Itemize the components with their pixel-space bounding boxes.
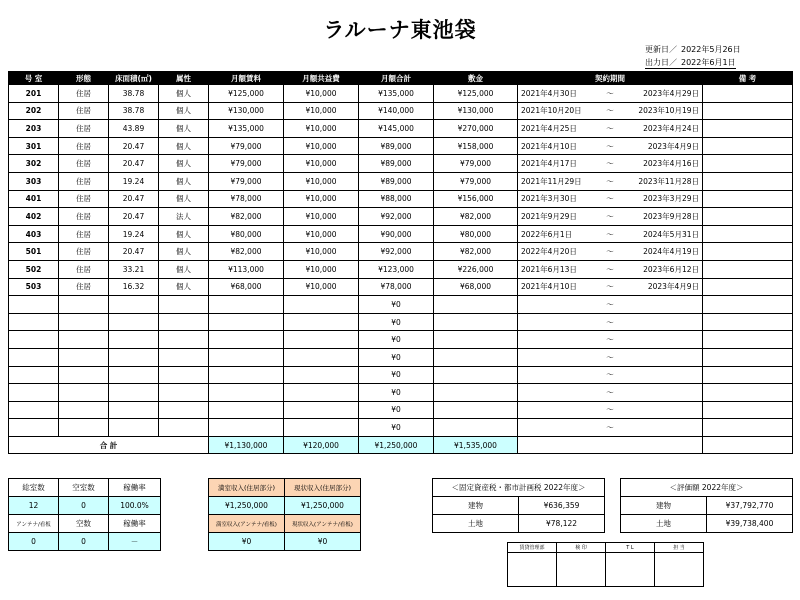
monthly-total: ¥88,000 bbox=[359, 190, 434, 208]
deposit: ¥82,000 bbox=[434, 208, 518, 226]
monthly-total: ¥90,000 bbox=[359, 225, 434, 243]
deposit bbox=[434, 366, 518, 384]
total-deposit: ¥1,535,000 bbox=[434, 436, 518, 454]
room-number: 202 bbox=[9, 102, 59, 120]
monthly-common-fee: ¥10,000 bbox=[284, 243, 359, 261]
contract-period: 2022年4月20日 ～ 2024年4月19日 bbox=[518, 243, 703, 261]
room-type bbox=[59, 313, 109, 331]
notes bbox=[703, 120, 793, 138]
antenna-value: 0 bbox=[9, 533, 59, 551]
monthly-total: ¥0 bbox=[359, 366, 434, 384]
monthly-common-fee: ¥10,000 bbox=[284, 260, 359, 278]
contract-period: 2021年4月30日 ～ 2023年4月29日 bbox=[518, 85, 703, 103]
monthly-common-fee bbox=[284, 366, 359, 384]
room-number bbox=[9, 331, 59, 349]
room-number: 303 bbox=[9, 172, 59, 190]
valuation-land-label: 土地 bbox=[621, 515, 707, 533]
occupancy-rate-label: 稼働率 bbox=[109, 479, 161, 497]
room-number: 401 bbox=[9, 190, 59, 208]
income-table bbox=[208, 478, 361, 551]
monthly-rent: ¥135,000 bbox=[209, 120, 284, 138]
deposit: ¥79,000 bbox=[434, 155, 518, 173]
stamp-box-management bbox=[508, 553, 557, 587]
stamp-label-staff: 担 当 bbox=[655, 543, 704, 553]
room-type bbox=[59, 366, 109, 384]
deposit bbox=[434, 384, 518, 402]
valuation-building-label: 建物 bbox=[621, 497, 707, 515]
monthly-rent: ¥82,000 bbox=[209, 208, 284, 226]
floor-area bbox=[109, 419, 159, 437]
col-contract: 契約期間 bbox=[518, 72, 703, 85]
tenant-attribute: 個人 bbox=[159, 155, 209, 173]
table-row bbox=[9, 190, 793, 208]
deposit bbox=[434, 313, 518, 331]
monthly-common-fee bbox=[284, 348, 359, 366]
monthly-rent bbox=[209, 296, 284, 314]
monthly-total: ¥89,000 bbox=[359, 155, 434, 173]
contract-period: 2021年4月10日 ～ 2023年4月9日 bbox=[518, 137, 703, 155]
monthly-total: ¥0 bbox=[359, 313, 434, 331]
tenant-attribute: 個人 bbox=[159, 85, 209, 103]
current-income-residential-value: ¥1,250,000 bbox=[285, 497, 361, 515]
tax-land-label: 土地 bbox=[433, 515, 519, 533]
tenant-attribute: 個人 bbox=[159, 243, 209, 261]
total-monthly: ¥1,250,000 bbox=[359, 436, 434, 454]
tenant-attribute bbox=[159, 331, 209, 349]
antenna-rate-value: － bbox=[109, 533, 161, 551]
tenant-attribute: 個人 bbox=[159, 102, 209, 120]
valuation-building-value: ¥37,792,770 bbox=[707, 497, 793, 515]
tax-building-value: ¥636,359 bbox=[519, 497, 605, 515]
room-number bbox=[9, 313, 59, 331]
monthly-common-fee: ¥10,000 bbox=[284, 85, 359, 103]
output-date: 出力日／ 2022年6月1日 bbox=[645, 58, 736, 67]
monthly-rent bbox=[209, 401, 284, 419]
valuation-title: ＜評価額 2022年度＞ bbox=[621, 479, 793, 497]
room-type: 住居 bbox=[59, 155, 109, 173]
stamp-label-inspection: 検 印 bbox=[557, 543, 606, 553]
col-common: 月額共益費 bbox=[284, 72, 359, 85]
room-number: 503 bbox=[9, 278, 59, 296]
monthly-common-fee bbox=[284, 419, 359, 437]
room-type bbox=[59, 384, 109, 402]
total-rooms-value: 12 bbox=[9, 497, 59, 515]
table-row bbox=[9, 278, 793, 296]
floor-area bbox=[109, 313, 159, 331]
notes bbox=[703, 102, 793, 120]
rent-roll-table bbox=[8, 71, 793, 454]
monthly-total: ¥0 bbox=[359, 331, 434, 349]
room-type bbox=[59, 296, 109, 314]
contract-period: 2021年11月29日 ～ 2023年11月28日 bbox=[518, 172, 703, 190]
room-number: 302 bbox=[9, 155, 59, 173]
floor-area: 20.47 bbox=[109, 208, 159, 226]
vacant-rooms-label: 空室数 bbox=[59, 479, 109, 497]
deposit: ¥270,000 bbox=[434, 120, 518, 138]
notes bbox=[703, 208, 793, 226]
notes bbox=[703, 137, 793, 155]
deposit: ¥68,000 bbox=[434, 278, 518, 296]
deposit bbox=[434, 419, 518, 437]
col-type: 形態 bbox=[59, 72, 109, 85]
tax-land-value: ¥78,122 bbox=[519, 515, 605, 533]
monthly-common-fee bbox=[284, 331, 359, 349]
table-row bbox=[9, 225, 793, 243]
notes bbox=[703, 172, 793, 190]
floor-area: 33.21 bbox=[109, 260, 159, 278]
col-deposit: 敷金 bbox=[434, 72, 518, 85]
monthly-rent: ¥78,000 bbox=[209, 190, 284, 208]
floor-area bbox=[109, 366, 159, 384]
antenna-vacant-label: 空数 bbox=[59, 515, 109, 533]
monthly-rent: ¥68,000 bbox=[209, 278, 284, 296]
table-row bbox=[9, 296, 793, 314]
monthly-rent: ¥79,000 bbox=[209, 137, 284, 155]
monthly-rent: ¥130,000 bbox=[209, 102, 284, 120]
monthly-rent: ¥82,000 bbox=[209, 243, 284, 261]
contract-period: ～ bbox=[518, 384, 703, 402]
floor-area bbox=[109, 384, 159, 402]
room-type: 住居 bbox=[59, 278, 109, 296]
room-number: 203 bbox=[9, 120, 59, 138]
table-row bbox=[9, 313, 793, 331]
room-type: 住居 bbox=[59, 190, 109, 208]
monthly-total: ¥0 bbox=[359, 401, 434, 419]
tenant-attribute bbox=[159, 419, 209, 437]
room-type bbox=[59, 348, 109, 366]
col-attr: 属性 bbox=[159, 72, 209, 85]
monthly-total: ¥0 bbox=[359, 419, 434, 437]
valuation-land-value: ¥39,738,400 bbox=[707, 515, 793, 533]
contract-period: 2022年6月1日 ～ 2024年5月31日 bbox=[518, 225, 703, 243]
monthly-total: ¥0 bbox=[359, 296, 434, 314]
deposit: ¥82,000 bbox=[434, 243, 518, 261]
floor-area: 19.24 bbox=[109, 225, 159, 243]
room-type: 住居 bbox=[59, 120, 109, 138]
notes bbox=[703, 155, 793, 173]
room-number: 301 bbox=[9, 137, 59, 155]
notes bbox=[703, 419, 793, 437]
table-row bbox=[9, 419, 793, 437]
occupancy-table bbox=[8, 478, 161, 551]
tenant-attribute: 個人 bbox=[159, 225, 209, 243]
antenna-label: アンテナ/看板 bbox=[9, 515, 59, 533]
tenant-attribute bbox=[159, 401, 209, 419]
room-number bbox=[9, 296, 59, 314]
antenna-vacant-value: 0 bbox=[59, 533, 109, 551]
table-row bbox=[9, 366, 793, 384]
tenant-attribute: 個人 bbox=[159, 260, 209, 278]
table-row bbox=[9, 155, 793, 173]
notes bbox=[703, 278, 793, 296]
full-income-antenna-label: 満室収入(アンテナ/看板) bbox=[209, 515, 285, 533]
floor-area bbox=[109, 331, 159, 349]
monthly-common-fee: ¥10,000 bbox=[284, 208, 359, 226]
room-type: 住居 bbox=[59, 137, 109, 155]
col-notes: 備 考 bbox=[703, 72, 793, 85]
notes bbox=[703, 85, 793, 103]
deposit: ¥80,000 bbox=[434, 225, 518, 243]
deposit: ¥158,000 bbox=[434, 137, 518, 155]
contract-period: 2021年4月10日 ～ 2023年4月9日 bbox=[518, 278, 703, 296]
tenant-attribute bbox=[159, 366, 209, 384]
table-row bbox=[9, 85, 793, 103]
deposit: ¥156,000 bbox=[434, 190, 518, 208]
monthly-common-fee: ¥10,000 bbox=[284, 172, 359, 190]
contract-period: ～ bbox=[518, 366, 703, 384]
room-type bbox=[59, 419, 109, 437]
monthly-total: ¥89,000 bbox=[359, 172, 434, 190]
table-row bbox=[9, 348, 793, 366]
totals-label: 合 計 bbox=[9, 436, 209, 454]
floor-area: 20.47 bbox=[109, 190, 159, 208]
monthly-total: ¥92,000 bbox=[359, 208, 434, 226]
floor-area: 38.78 bbox=[109, 85, 159, 103]
room-number bbox=[9, 384, 59, 402]
monthly-common-fee bbox=[284, 296, 359, 314]
monthly-common-fee: ¥10,000 bbox=[284, 102, 359, 120]
tenant-attribute: 個人 bbox=[159, 120, 209, 138]
floor-area bbox=[109, 296, 159, 314]
col-area: 床面積(㎡) bbox=[109, 72, 159, 85]
full-income-antenna-value: ¥0 bbox=[209, 533, 285, 551]
floor-area: 38.78 bbox=[109, 102, 159, 120]
room-type bbox=[59, 331, 109, 349]
tax-building-label: 建物 bbox=[433, 497, 519, 515]
table-row bbox=[9, 120, 793, 138]
tenant-attribute bbox=[159, 384, 209, 402]
col-total: 月額合計 bbox=[359, 72, 434, 85]
room-type: 住居 bbox=[59, 260, 109, 278]
table-row bbox=[9, 331, 793, 349]
room-number: 403 bbox=[9, 225, 59, 243]
updated-date: 更新日／ 2022年5月26日 bbox=[645, 45, 741, 54]
monthly-common-fee bbox=[284, 384, 359, 402]
monthly-common-fee: ¥10,000 bbox=[284, 120, 359, 138]
monthly-total: ¥145,000 bbox=[359, 120, 434, 138]
monthly-rent bbox=[209, 384, 284, 402]
floor-area bbox=[109, 348, 159, 366]
monthly-total: ¥0 bbox=[359, 384, 434, 402]
current-income-residential-label: 現状収入(住居部分) bbox=[285, 479, 361, 497]
table-row bbox=[9, 384, 793, 402]
room-number bbox=[9, 348, 59, 366]
table-row bbox=[9, 243, 793, 261]
antenna-rate-label: 稼働率 bbox=[109, 515, 161, 533]
monthly-common-fee: ¥10,000 bbox=[284, 278, 359, 296]
tenant-attribute: 法人 bbox=[159, 208, 209, 226]
current-income-antenna-value: ¥0 bbox=[285, 533, 361, 551]
room-type: 住居 bbox=[59, 102, 109, 120]
notes bbox=[703, 243, 793, 261]
stamp-label-management: 賃貸管理部 bbox=[508, 543, 557, 553]
property-tax-table bbox=[432, 478, 605, 533]
monthly-rent bbox=[209, 419, 284, 437]
stamp-box-staff bbox=[655, 553, 704, 587]
room-type: 住居 bbox=[59, 208, 109, 226]
room-number: 402 bbox=[9, 208, 59, 226]
room-number bbox=[9, 419, 59, 437]
room-type: 住居 bbox=[59, 225, 109, 243]
monthly-total: ¥123,000 bbox=[359, 260, 434, 278]
monthly-rent: ¥79,000 bbox=[209, 155, 284, 173]
notes bbox=[703, 190, 793, 208]
table-row bbox=[9, 172, 793, 190]
total-common-fee: ¥120,000 bbox=[284, 436, 359, 454]
notes bbox=[703, 313, 793, 331]
monthly-total: ¥92,000 bbox=[359, 243, 434, 261]
monthly-rent: ¥125,000 bbox=[209, 85, 284, 103]
contract-period: ～ bbox=[518, 331, 703, 349]
monthly-rent: ¥79,000 bbox=[209, 172, 284, 190]
vacant-rooms-value: 0 bbox=[59, 497, 109, 515]
deposit: ¥125,000 bbox=[434, 85, 518, 103]
tenant-attribute: 個人 bbox=[159, 137, 209, 155]
monthly-rent: ¥80,000 bbox=[209, 225, 284, 243]
tenant-attribute: 個人 bbox=[159, 172, 209, 190]
notes bbox=[703, 296, 793, 314]
room-type: 住居 bbox=[59, 85, 109, 103]
floor-area: 16.32 bbox=[109, 278, 159, 296]
tenant-attribute bbox=[159, 348, 209, 366]
notes bbox=[703, 331, 793, 349]
monthly-common-fee: ¥10,000 bbox=[284, 137, 359, 155]
deposit bbox=[434, 331, 518, 349]
monthly-total: ¥78,000 bbox=[359, 278, 434, 296]
stamp-box-tl bbox=[606, 553, 655, 587]
monthly-rent bbox=[209, 313, 284, 331]
valuation-table bbox=[620, 478, 793, 533]
totals-row bbox=[9, 436, 793, 454]
notes bbox=[703, 225, 793, 243]
room-number bbox=[9, 401, 59, 419]
contract-period: ～ bbox=[518, 348, 703, 366]
deposit bbox=[434, 348, 518, 366]
tenant-attribute: 個人 bbox=[159, 278, 209, 296]
property-tax-title: ＜固定資産税・都市計画税 2022年度＞ bbox=[433, 479, 605, 497]
tenant-attribute bbox=[159, 313, 209, 331]
floor-area: 20.47 bbox=[109, 155, 159, 173]
contract-period: 2021年3月30日 ～ 2023年3月29日 bbox=[518, 190, 703, 208]
contract-period: 2021年6月13日 ～ 2023年6月12日 bbox=[518, 260, 703, 278]
current-income-antenna-label: 現状収入(アンテナ/看板) bbox=[285, 515, 361, 533]
approval-stamps bbox=[507, 542, 704, 587]
total-rooms-label: 総室数 bbox=[9, 479, 59, 497]
monthly-total: ¥0 bbox=[359, 348, 434, 366]
room-type bbox=[59, 401, 109, 419]
table-row bbox=[9, 137, 793, 155]
table-row bbox=[9, 208, 793, 226]
monthly-rent bbox=[209, 366, 284, 384]
contract-period: 2021年9月29日 ～ 2023年9月28日 bbox=[518, 208, 703, 226]
table-header-row bbox=[9, 72, 793, 85]
monthly-total: ¥135,000 bbox=[359, 85, 434, 103]
floor-area bbox=[109, 401, 159, 419]
stamp-label-tl: T L bbox=[606, 543, 655, 553]
monthly-total: ¥140,000 bbox=[359, 102, 434, 120]
notes bbox=[703, 366, 793, 384]
room-number: 501 bbox=[9, 243, 59, 261]
room-number: 201 bbox=[9, 85, 59, 103]
table-row bbox=[9, 102, 793, 120]
monthly-common-fee: ¥10,000 bbox=[284, 225, 359, 243]
contract-period: 2021年10月20日 ～ 2023年10月19日 bbox=[518, 102, 703, 120]
full-income-residential-value: ¥1,250,000 bbox=[209, 497, 285, 515]
contract-period: ～ bbox=[518, 313, 703, 331]
floor-area: 19.24 bbox=[109, 172, 159, 190]
stamp-box-inspection bbox=[557, 553, 606, 587]
room-number bbox=[9, 366, 59, 384]
room-type: 住居 bbox=[59, 243, 109, 261]
monthly-common-fee bbox=[284, 401, 359, 419]
floor-area: 20.47 bbox=[109, 137, 159, 155]
contract-period: ～ bbox=[518, 401, 703, 419]
contract-period: ～ bbox=[518, 296, 703, 314]
monthly-rent bbox=[209, 331, 284, 349]
notes bbox=[703, 260, 793, 278]
notes bbox=[703, 348, 793, 366]
total-rent: ¥1,130,000 bbox=[209, 436, 284, 454]
monthly-common-fee bbox=[284, 313, 359, 331]
monthly-total: ¥89,000 bbox=[359, 137, 434, 155]
deposit bbox=[434, 296, 518, 314]
table-row bbox=[9, 260, 793, 278]
notes bbox=[703, 384, 793, 402]
notes bbox=[703, 401, 793, 419]
table-row bbox=[9, 401, 793, 419]
monthly-common-fee: ¥10,000 bbox=[284, 155, 359, 173]
col-rent: 月額賃料 bbox=[209, 72, 284, 85]
monthly-rent: ¥113,000 bbox=[209, 260, 284, 278]
tenant-attribute: 個人 bbox=[159, 190, 209, 208]
room-number: 502 bbox=[9, 260, 59, 278]
col-room: 号 室 bbox=[9, 72, 59, 85]
deposit bbox=[434, 401, 518, 419]
floor-area: 20.47 bbox=[109, 243, 159, 261]
monthly-common-fee: ¥10,000 bbox=[284, 190, 359, 208]
contract-period: 2021年4月17日 ～ 2023年4月16日 bbox=[518, 155, 703, 173]
tenant-attribute bbox=[159, 296, 209, 314]
contract-period: ～ bbox=[518, 419, 703, 437]
deposit: ¥79,000 bbox=[434, 172, 518, 190]
monthly-rent bbox=[209, 348, 284, 366]
page-title: ラルーナ東池袋 bbox=[323, 18, 477, 42]
floor-area: 43.89 bbox=[109, 120, 159, 138]
contract-period: 2021年4月25日 ～ 2023年4月24日 bbox=[518, 120, 703, 138]
deposit: ¥226,000 bbox=[434, 260, 518, 278]
deposit: ¥130,000 bbox=[434, 102, 518, 120]
room-type: 住居 bbox=[59, 172, 109, 190]
occupancy-rate-value: 100.0% bbox=[109, 497, 161, 515]
full-income-residential-label: 満室収入(住居部分) bbox=[209, 479, 285, 497]
